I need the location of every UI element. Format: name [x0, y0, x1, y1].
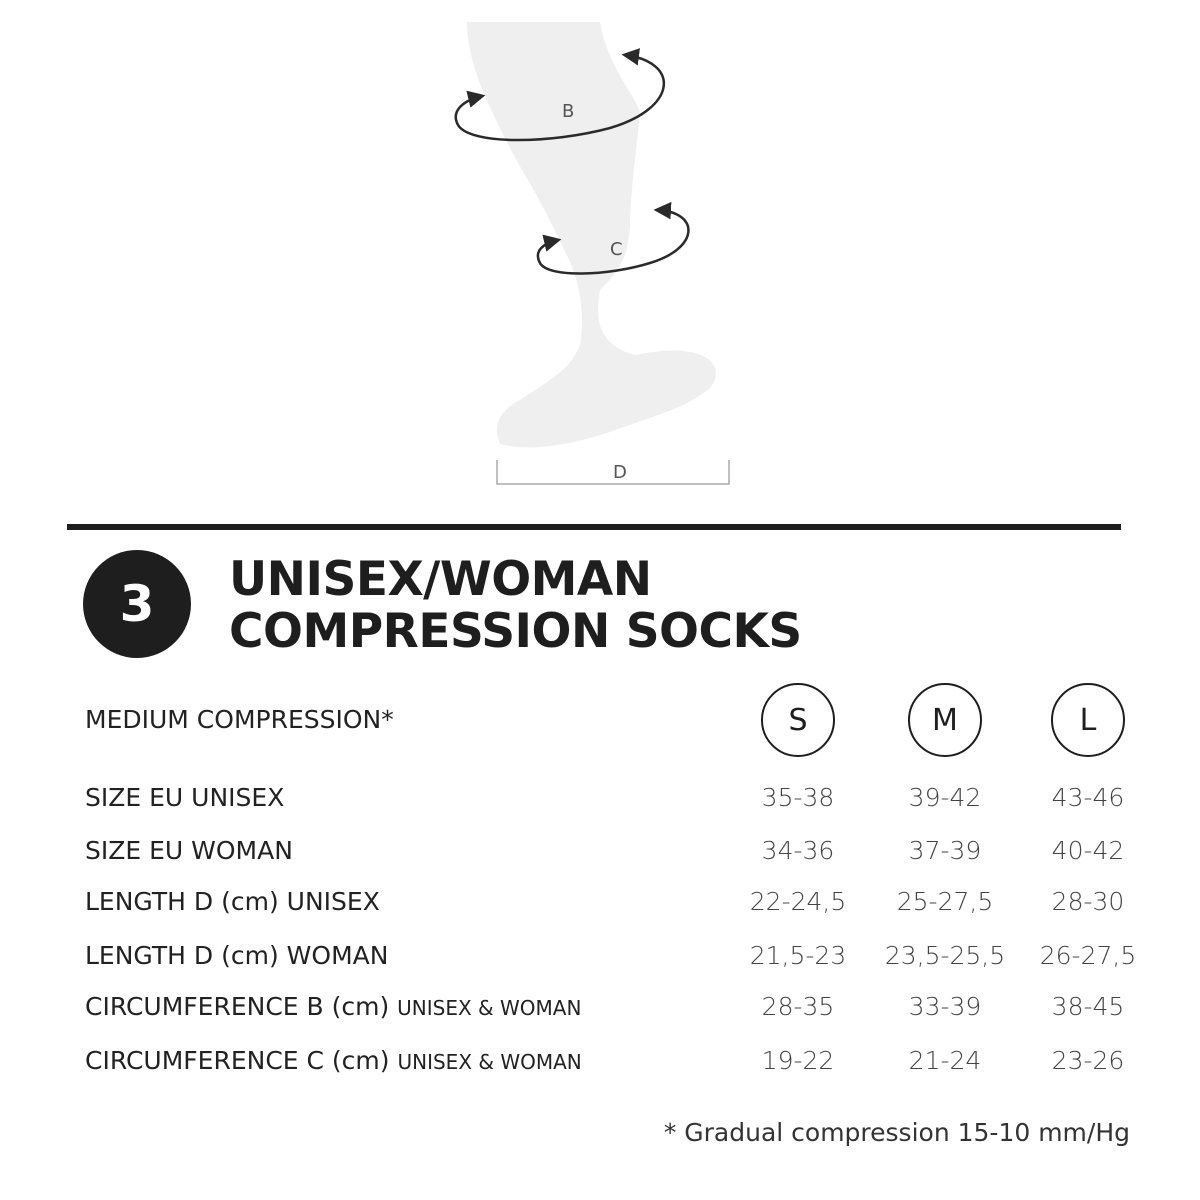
row-label: CIRCUMFERENCE B (cm) UNISEX & WOMAN [85, 992, 582, 1021]
row-label: SIZE EU UNISEX [85, 783, 285, 812]
sock-measurement-diagram [0, 0, 1200, 500]
section-divider [67, 524, 1121, 530]
cell-l: 43-46 [1051, 783, 1125, 812]
section-title [229, 554, 802, 658]
cell-l: 28-30 [1051, 887, 1125, 916]
table-row [0, 987, 1200, 1027]
table-row [0, 882, 1200, 922]
table-row [0, 778, 1200, 818]
cell-m: 39-42 [908, 783, 982, 812]
section-number-badge: 3 [83, 550, 191, 658]
label-d: D [613, 462, 627, 483]
row-label: SIZE EU WOMAN [85, 836, 293, 865]
cell-m: 23,5-25,5 [884, 941, 1006, 970]
cell-s: 34-36 [761, 836, 835, 865]
cell-l: 23-26 [1051, 1046, 1125, 1075]
table-row [0, 1041, 1200, 1081]
size-l-badge: L [1051, 683, 1125, 757]
label-b: B [562, 101, 575, 122]
cell-s: 22-24,5 [749, 887, 847, 916]
section-title-line1: UNISEX/WOMAN [229, 552, 652, 607]
cell-l: 38-45 [1051, 992, 1125, 1021]
cell-m: 37-39 [908, 836, 982, 865]
label-c: C [610, 239, 623, 260]
size-m-badge: M [908, 683, 982, 757]
row-label: CIRCUMFERENCE C (cm) UNISEX & WOMAN [85, 1046, 582, 1075]
section-title-line2: COMPRESSION SOCKS [229, 604, 802, 659]
cell-s: 21,5-23 [749, 941, 847, 970]
cell-s: 19-22 [761, 1046, 835, 1075]
row-label: LENGTH D (cm) WOMAN [85, 941, 389, 970]
cell-l: 40-42 [1051, 836, 1125, 865]
footnote: * Gradual compression 15-10 mm/Hg [663, 1118, 1130, 1147]
cell-s: 35-38 [761, 783, 835, 812]
cell-m: 33-39 [908, 992, 982, 1021]
size-s-badge: S [761, 683, 835, 757]
cell-m: 21-24 [908, 1046, 982, 1075]
cell-l: 26-27,5 [1039, 941, 1137, 970]
compression-header-row [0, 700, 1200, 740]
row-label: LENGTH D (cm) UNISEX [85, 887, 380, 916]
table-row [0, 936, 1200, 976]
sock-silhouette [467, 22, 716, 447]
cell-m: 25-27,5 [896, 887, 994, 916]
compression-label: MEDIUM COMPRESSION* [85, 705, 394, 734]
cell-s: 28-35 [761, 992, 835, 1021]
table-row [0, 831, 1200, 871]
